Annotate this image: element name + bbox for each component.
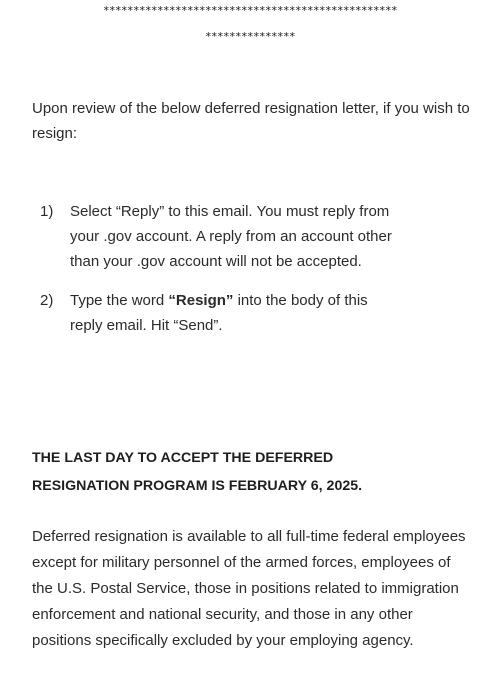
intro-paragraph: Upon review of the below deferred resignation letter, if you wish to resign: [32, 100, 470, 142]
list-item [32, 199, 472, 274]
deadline-line-2: RESIGNATION PROGRAM IS FEBRUARY 6, 2025. [32, 478, 363, 494]
instruction-list [32, 199, 472, 352]
separator-bottom: *************** [205, 30, 296, 43]
deadline-notice [32, 444, 472, 500]
resign-keyword: “Resign” [168, 292, 234, 309]
deadline-line-1: THE LAST DAY TO ACCEPT THE DEFERRED [32, 450, 334, 466]
step-text-after: into the body of this reply email. Hit “Send”. [70, 292, 368, 334]
step-text [70, 288, 400, 338]
step-text: Select “Reply” to this email. You must reply from your .gov account. A reply from an account other than your .gov account will not be accepted. [70, 203, 392, 270]
step-number: 2) [40, 292, 54, 309]
step-number: 1) [40, 203, 54, 220]
separator-top: ************************************************* [103, 4, 398, 17]
step-text-before: Type the word [70, 292, 169, 309]
eligibility-paragraph: Deferred resignation is available to all full-time federal employees except for military personnel of the armed forces, employees of the U.S. Postal Service, those in positions related to immigration enforcement and national security, and those in any other positions specifically excluded by your employing agency. [32, 528, 466, 649]
list-item [32, 288, 472, 338]
